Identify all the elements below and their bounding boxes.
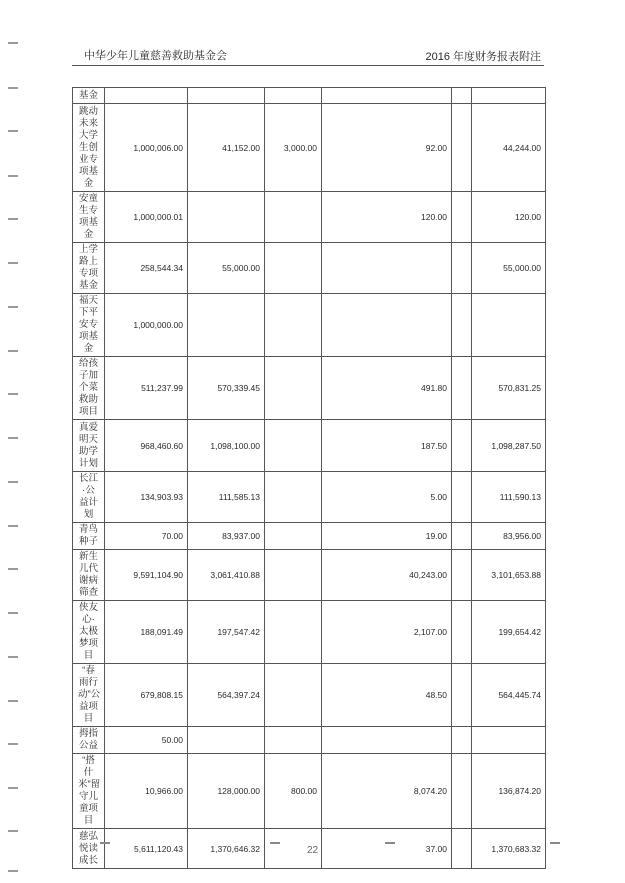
cell: 120.00 — [472, 192, 546, 243]
cell — [452, 192, 472, 243]
cell — [452, 294, 472, 357]
cell — [265, 601, 322, 664]
cell: 128,000.00 — [188, 754, 265, 829]
page-number: 22 — [306, 845, 319, 856]
fund-name: 慈弘悦读成长 — [73, 829, 105, 869]
cell — [265, 294, 322, 357]
cell: 48.50 — [322, 664, 452, 727]
cell: 570,831.25 — [472, 357, 546, 420]
cell: 197,547.42 — [188, 601, 265, 664]
cell: 1,000,006.00 — [105, 104, 188, 192]
table-row — [73, 664, 546, 727]
header-divider — [72, 65, 544, 66]
cell: 83,956.00 — [472, 523, 546, 550]
fund-name: 给孩子加个菜救助项目 — [73, 357, 105, 420]
table-row — [73, 243, 546, 294]
cell — [452, 420, 472, 472]
cell: 37.00 — [322, 829, 452, 869]
cell — [322, 294, 452, 357]
cell — [452, 357, 472, 420]
cell: 570,339.45 — [188, 357, 265, 420]
cell: 1,370,683.32 — [472, 829, 546, 869]
fund-name: 新生儿代谢病筛查 — [73, 550, 105, 601]
cell: 1,098,287.50 — [472, 420, 546, 472]
cell: 3,101,653.88 — [472, 550, 546, 601]
cell: 258,544.34 — [105, 243, 188, 294]
cell — [452, 472, 472, 523]
cell — [452, 104, 472, 192]
cell — [452, 523, 472, 550]
cell: 800.00 — [265, 754, 322, 829]
cell: 111,585.13 — [188, 472, 265, 523]
cell: 8,074.20 — [322, 754, 452, 829]
cell — [472, 727, 546, 754]
cell — [452, 550, 472, 601]
cell — [452, 243, 472, 294]
cell: 92.00 — [322, 104, 452, 192]
cell — [188, 727, 265, 754]
table-row — [73, 294, 546, 357]
cell: 50.00 — [105, 727, 188, 754]
fund-name: 福天下平安专项基金 — [73, 294, 105, 357]
cell — [452, 727, 472, 754]
cell: 3,061,410.88 — [188, 550, 265, 601]
fund-name: 青鸟种子 — [73, 523, 105, 550]
cell — [452, 664, 472, 727]
cell: 10,966.00 — [105, 754, 188, 829]
cell — [265, 523, 322, 550]
cell — [265, 664, 322, 727]
footer-dash — [270, 842, 280, 844]
cell: 70.00 — [105, 523, 188, 550]
cell: 511,237.99 — [105, 357, 188, 420]
fund-name: 侠友心·太极梦项目 — [73, 601, 105, 664]
cell — [322, 727, 452, 754]
cell: 40,243.00 — [322, 550, 452, 601]
table-row — [73, 472, 546, 523]
table-row — [73, 88, 546, 104]
cell: 491.80 — [322, 357, 452, 420]
cell — [265, 727, 322, 754]
cell: 120.00 — [322, 192, 452, 243]
cell: 5.00 — [322, 472, 452, 523]
cell: 1,000,000.00 — [105, 294, 188, 357]
cell: 55,000.00 — [188, 243, 265, 294]
cell: 19.00 — [322, 523, 452, 550]
table-row — [73, 420, 546, 472]
fund-name: 长江·公益计划 — [73, 472, 105, 523]
cell — [265, 192, 322, 243]
cell — [452, 601, 472, 664]
fund-name: 拇指公益 — [73, 727, 105, 754]
fund-name: 安童生专项基金 — [73, 192, 105, 243]
footer-dash — [100, 842, 110, 844]
cell — [188, 192, 265, 243]
cell — [265, 420, 322, 472]
cell: 2,107.00 — [322, 601, 452, 664]
cell: 1,370,646.32 — [188, 829, 265, 869]
fund-name: “搭什米”留守儿童项目 — [73, 754, 105, 829]
cell: 83,937.00 — [188, 523, 265, 550]
cell: 679,808.15 — [105, 664, 188, 727]
cell: 1,098,100.00 — [188, 420, 265, 472]
cell — [265, 88, 322, 104]
cell — [188, 294, 265, 357]
report-title: 2016 年度财务报表附注 — [425, 51, 541, 63]
table-row — [73, 601, 546, 664]
cell: 55,000.00 — [472, 243, 546, 294]
fund-name: “春雨行动”公益项目 — [73, 664, 105, 727]
cell: 9,591,104.90 — [105, 550, 188, 601]
cell: 199,654.42 — [472, 601, 546, 664]
table-row — [73, 550, 546, 601]
fund-name: 基金 — [73, 88, 105, 104]
cell: 44,244.00 — [472, 104, 546, 192]
cell: 3,000.00 — [265, 104, 322, 192]
table-row — [73, 192, 546, 243]
cell: 564,397.24 — [188, 664, 265, 727]
cell: 111,590.13 — [472, 472, 546, 523]
fund-table — [72, 87, 546, 869]
binder-hole-marks — [8, 0, 22, 883]
fund-name: 真爱明天助学计划 — [73, 420, 105, 472]
table-row — [73, 727, 546, 754]
fund-name: 跳动未来大学生创业专项基金 — [73, 104, 105, 192]
cell: 136,874.20 — [472, 754, 546, 829]
cell: 134,903.93 — [105, 472, 188, 523]
cell: 1,000,000.01 — [105, 192, 188, 243]
cell — [265, 550, 322, 601]
cell — [452, 88, 472, 104]
table-row — [73, 523, 546, 550]
footer-dash — [385, 842, 395, 844]
footer-dash — [550, 842, 560, 844]
cell — [472, 294, 546, 357]
table-row — [73, 104, 546, 192]
organization-name: 中华少年儿童慈善救助基金会 — [84, 50, 227, 62]
cell: 564,445.74 — [472, 664, 546, 727]
cell — [322, 88, 452, 104]
cell: 187.50 — [322, 420, 452, 472]
table-row — [73, 754, 546, 829]
cell: 5,611,120.43 — [105, 829, 188, 869]
fund-name: 上学路上专项基金 — [73, 243, 105, 294]
cell — [472, 88, 546, 104]
cell — [265, 472, 322, 523]
cell — [265, 357, 322, 420]
cell — [105, 88, 188, 104]
cell: 968,460.60 — [105, 420, 188, 472]
cell: 41,152.00 — [188, 104, 265, 192]
cell — [452, 754, 472, 829]
table-row — [73, 357, 546, 420]
cell — [188, 88, 265, 104]
cell — [322, 243, 452, 294]
cell — [265, 243, 322, 294]
cell: 188,091.49 — [105, 601, 188, 664]
